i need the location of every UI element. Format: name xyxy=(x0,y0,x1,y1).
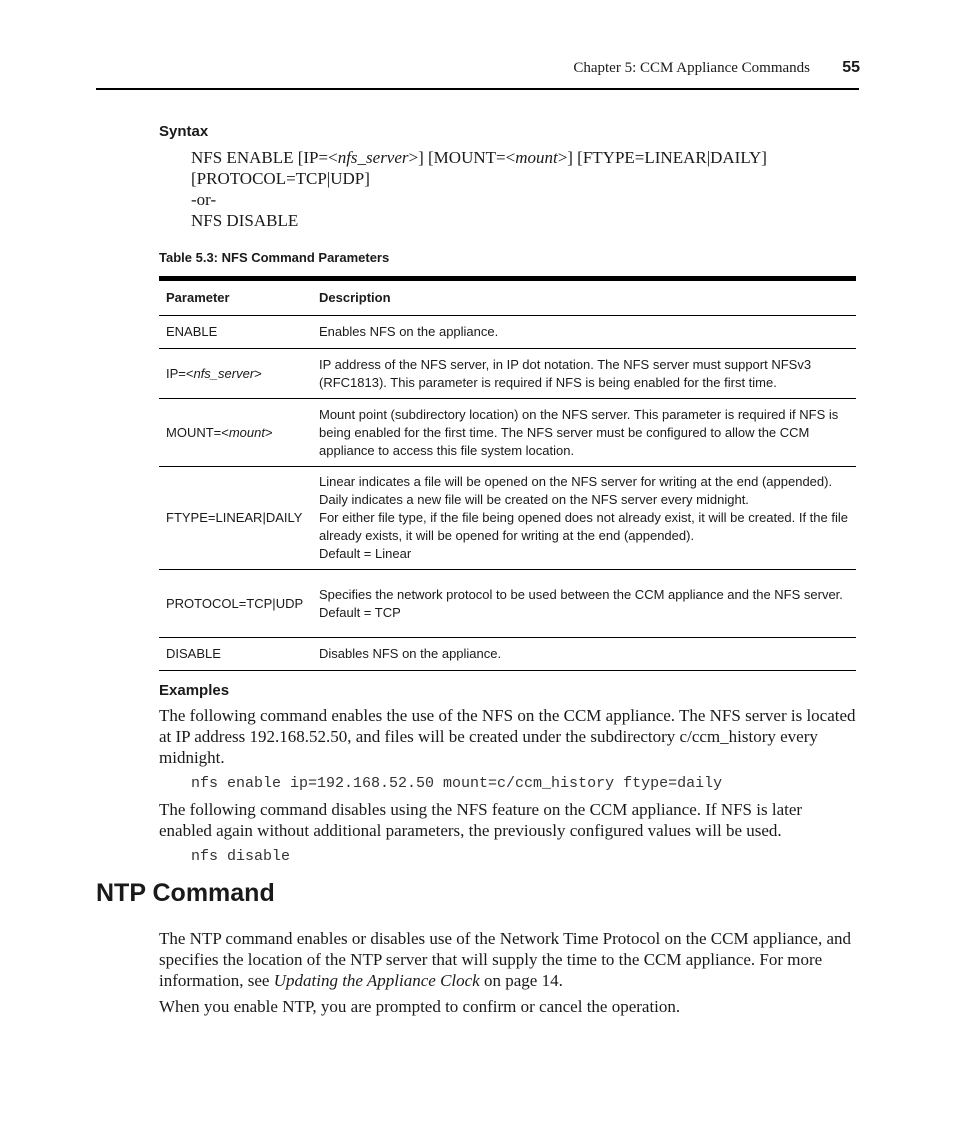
parameter-cell xyxy=(159,349,319,398)
description-line: Mount point (subdirectory location) on the NFS server. This parameter is required if NFS is being enabled for the first time. The NFS server must be configured to allow the CCM appliance to access this file system location. xyxy=(319,406,839,458)
parameter-cell xyxy=(159,399,319,466)
syntax-arg: nfs_server xyxy=(337,148,409,167)
parameter-name xyxy=(166,595,303,613)
description-line: Default = TCP xyxy=(319,604,401,620)
syntax-arg: mount xyxy=(515,148,558,167)
table-header-row xyxy=(159,281,856,316)
parameters-table xyxy=(159,276,856,671)
parameter-name xyxy=(166,365,262,383)
example-paragraph: The following command enables the use of the NFS on the CCM appliance. The NFS server is located at IP address 192.168.52.50, and files will be created under the subdirectory c/ccm_history every midnight. xyxy=(159,706,856,767)
description-cell xyxy=(319,467,856,569)
description-cell xyxy=(319,399,856,466)
page-number: 55 xyxy=(842,59,860,76)
column-header-parameter: Parameter xyxy=(166,290,230,305)
description-line: Enables NFS on the appliance. xyxy=(319,324,499,339)
syntax-line xyxy=(191,147,767,168)
parameter-text: IP=< xyxy=(166,365,194,381)
description-line: Disables NFS on the appliance. xyxy=(319,646,502,661)
parameter-arg: mount xyxy=(228,424,265,440)
parameter-text: MOUNT=< xyxy=(166,424,229,440)
table-row xyxy=(159,638,856,671)
table-row xyxy=(159,467,856,570)
paragraph-text: The NTP command enables or disables use of the Network Time Protocol on the CCM appliance, and specifies the location of the NTP server that will supply the time to the CCM appliance. For more information, see xyxy=(159,929,851,990)
syntax-text: >] [FTYPE=LINEAR|DAILY] xyxy=(557,148,767,167)
table-row xyxy=(159,316,856,349)
cross-reference-link[interactable]: Updating the Appliance Clock xyxy=(273,971,480,990)
ntp-paragraph: When you enable NTP, you are prompted to confirm or cancel the operation. xyxy=(159,997,681,1016)
parameter-text: PROTOCOL=TCP|UDP xyxy=(166,595,304,611)
table-row xyxy=(159,570,856,638)
column-header-description: Description xyxy=(319,290,391,305)
example-code: nfs enable ip=192.168.52.50 mount=c/ccm_history ftype=daily xyxy=(191,775,723,792)
description-cell xyxy=(319,316,856,348)
parameter-arg: nfs_server xyxy=(193,365,255,381)
description-line: For either file type, if the file being opened does not already exist, it will be created. If the file already exists, it will be opened for writing at the end (appended). xyxy=(319,510,848,543)
parameter-name xyxy=(166,424,273,442)
running-header-chapter: Chapter 5: CCM Appliance Commands xyxy=(573,60,810,76)
parameter-text: FTYPE=LINEAR|DAILY xyxy=(166,510,303,525)
table-row xyxy=(159,349,856,399)
example-paragraph: The following command disables using the NFS feature on the CCM appliance. If NFS is later enabled again without additional parameters, the previously configured values will be used. xyxy=(159,800,803,840)
syntax-text: >] [MOUNT=< xyxy=(408,148,516,167)
parameter-text: > xyxy=(254,365,262,381)
parameter-text: > xyxy=(264,424,273,440)
parameter-cell xyxy=(159,316,319,348)
parameter-cell xyxy=(159,638,319,670)
description-line: Linear indicates a file will be opened on the NFS server for writing at the end (appended). xyxy=(319,474,833,489)
section-heading-ntp: NTP Command xyxy=(96,879,275,907)
parameter-name xyxy=(166,509,302,527)
description-cell xyxy=(319,349,856,398)
paragraph-text: on page 14. xyxy=(479,971,563,990)
description-cell xyxy=(319,570,856,637)
syntax-heading: Syntax xyxy=(159,123,209,140)
syntax-line: -or- xyxy=(191,190,217,209)
parameter-text: ENABLE xyxy=(166,324,218,339)
description-line: IP address of the NFS server, in IP dot notation. The NFS server must support NFSv3 (RFC1813). This parameter is required if NFS is being enabled for the first time. xyxy=(319,356,812,390)
description-line: Daily indicates a new file will be created on the NFS server every midnight. xyxy=(319,492,749,507)
header-rule xyxy=(96,88,859,90)
parameter-text: DISABLE xyxy=(166,646,221,661)
syntax-line: NFS DISABLE xyxy=(191,211,299,230)
description-cell xyxy=(319,638,856,670)
table-caption: Table 5.3: NFS Command Parameters xyxy=(159,250,390,265)
description-line: Specifies the network protocol to be used between the CCM appliance and the NFS server. xyxy=(319,586,843,602)
examples-heading: Examples xyxy=(159,682,230,699)
parameter-name xyxy=(166,645,221,663)
parameter-name xyxy=(166,323,217,341)
parameter-cell xyxy=(159,467,319,569)
description-line: Default = Linear xyxy=(319,546,412,561)
ntp-paragraph xyxy=(159,928,859,991)
example-code: nfs disable xyxy=(191,848,291,865)
syntax-text: NFS ENABLE [IP=< xyxy=(191,148,338,167)
parameter-cell xyxy=(159,570,319,637)
table-row xyxy=(159,399,856,467)
syntax-line: [PROTOCOL=TCP|UDP] xyxy=(191,169,370,188)
